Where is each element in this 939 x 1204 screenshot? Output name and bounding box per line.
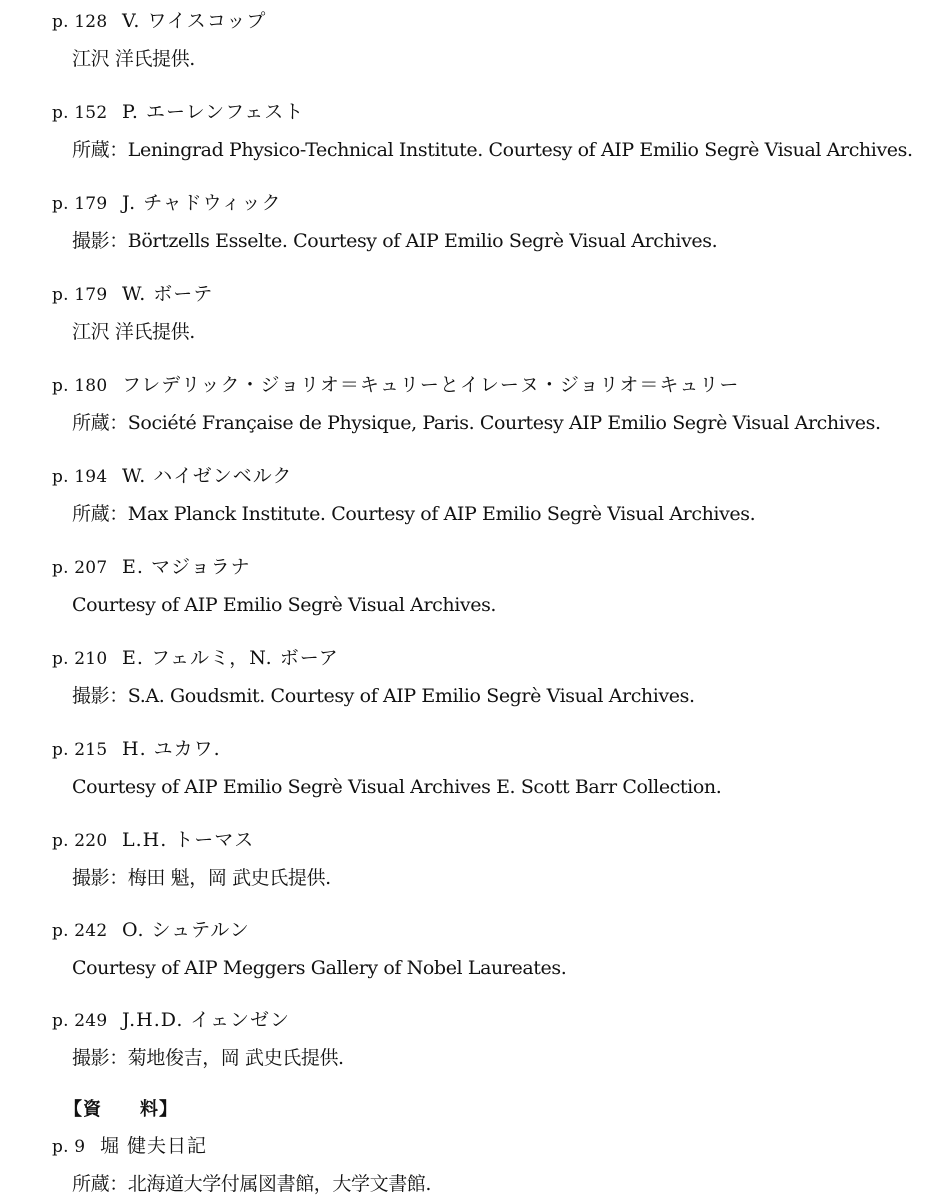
holding-credit: 所蔵：北海道大学付属図書館，大学文書館. xyxy=(72,1173,432,1195)
page-reference: p. 207 xyxy=(52,558,108,578)
person-name: W. ボーテ xyxy=(122,283,214,305)
photo-credit: 所蔵：Max Planck Institute. Courtesy of AIP Emilio Segrè Visual Archives. xyxy=(72,503,756,525)
credit-entry-1 xyxy=(52,6,932,74)
credit-entry-7 xyxy=(52,552,932,620)
entry-heading xyxy=(52,552,932,582)
page-reference: p. 210 xyxy=(52,649,108,669)
page-reference: p. 152 xyxy=(52,103,108,123)
person-name: フレデリック・ジョリオ＝キュリーとイレーヌ・ジョリオ＝キュリー xyxy=(122,374,740,396)
entry-heading xyxy=(52,279,932,309)
photo-credit: 撮影：Börtzells Esselte. Courtesy of AIP Emilio Segrè Visual Archives. xyxy=(72,230,718,252)
person-name: J.H.D. イェンゼン xyxy=(122,1009,290,1031)
page-reference: p. 220 xyxy=(52,831,108,851)
person-name: H. ユカワ. xyxy=(122,738,221,760)
entry-heading xyxy=(52,461,932,491)
entry-heading xyxy=(52,915,932,945)
photo-credit: 江沢 洋氏提供. xyxy=(72,321,195,343)
credit-entry-5 xyxy=(52,370,932,438)
page-reference: p. 179 xyxy=(52,194,108,214)
credit-entry-3 xyxy=(52,188,932,256)
credit-entry-4 xyxy=(52,279,932,347)
person-name: E. フェルミ，N. ボーア xyxy=(122,647,339,669)
photo-credit: 撮影：S.A. Goudsmit. Courtesy of AIP Emilio Segrè Visual Archives. xyxy=(72,685,695,707)
photo-credit: 所蔵：Leningrad Physico-Technical Institute. Courtesy of AIP Emilio Segrè Visual Archives. xyxy=(72,139,913,161)
person-name: O. シュテルン xyxy=(122,919,250,941)
entry-heading xyxy=(52,643,932,673)
person-name: E. マジョラナ xyxy=(122,556,251,578)
entry-heading xyxy=(52,188,932,218)
person-name: L.H. トーマス xyxy=(122,829,255,851)
person-name: J. チャドウィック xyxy=(122,192,282,214)
page-reference: p. 249 xyxy=(52,1011,108,1031)
credit-entry-9 xyxy=(52,734,932,802)
page-reference: p. 180 xyxy=(52,376,108,396)
photo-credit: Courtesy of AIP Emilio Segrè Visual Archives. xyxy=(72,594,497,616)
credit-entry-8 xyxy=(52,643,932,711)
person-name: P. エーレンフェスト xyxy=(122,101,305,123)
document-name: 堀 健夫日記 xyxy=(100,1135,208,1157)
credit-entry-10 xyxy=(52,825,932,893)
credit-entry-11 xyxy=(52,915,932,983)
credit-entry-6 xyxy=(52,461,932,529)
entry-heading xyxy=(52,734,932,764)
entry-heading xyxy=(52,1131,932,1161)
photo-credit: Courtesy of AIP Emilio Segrè Visual Archives E. Scott Barr Collection. xyxy=(72,776,722,798)
section-title: 【資 料】 xyxy=(64,1099,178,1120)
page-reference: p. 128 xyxy=(52,12,108,32)
photo-credit: 江沢 洋氏提供. xyxy=(72,48,195,70)
photo-credit: 撮影：梅田 魁，岡 武史氏提供. xyxy=(72,867,331,889)
entry-heading xyxy=(52,97,932,127)
page-reference: p. 242 xyxy=(52,921,108,941)
credit-entry-12 xyxy=(52,1005,932,1073)
photo-credit: 撮影：菊地俊吉，岡 武史氏提供. xyxy=(72,1047,344,1069)
page-reference: p. 9 xyxy=(52,1137,86,1157)
entry-heading xyxy=(52,825,932,855)
page-reference: p. 215 xyxy=(52,740,108,760)
entry-heading xyxy=(52,6,932,36)
photo-credit: 所蔵：Société Française de Physique, Paris. Courtesy AIP Emilio Segrè Visual Archives. xyxy=(72,412,881,434)
person-name: V. ワイスコップ xyxy=(122,10,267,32)
page-reference: p. 194 xyxy=(52,467,108,487)
page-reference: p. 179 xyxy=(52,285,108,305)
photo-credit: Courtesy of AIP Meggers Gallery of Nobel Laureates. xyxy=(72,957,567,979)
person-name: W. ハイゼンベルク xyxy=(122,465,293,487)
credit-entry-2 xyxy=(52,97,932,165)
entry-heading xyxy=(52,1005,932,1035)
material-entry xyxy=(52,1131,932,1199)
entry-heading xyxy=(52,370,932,400)
